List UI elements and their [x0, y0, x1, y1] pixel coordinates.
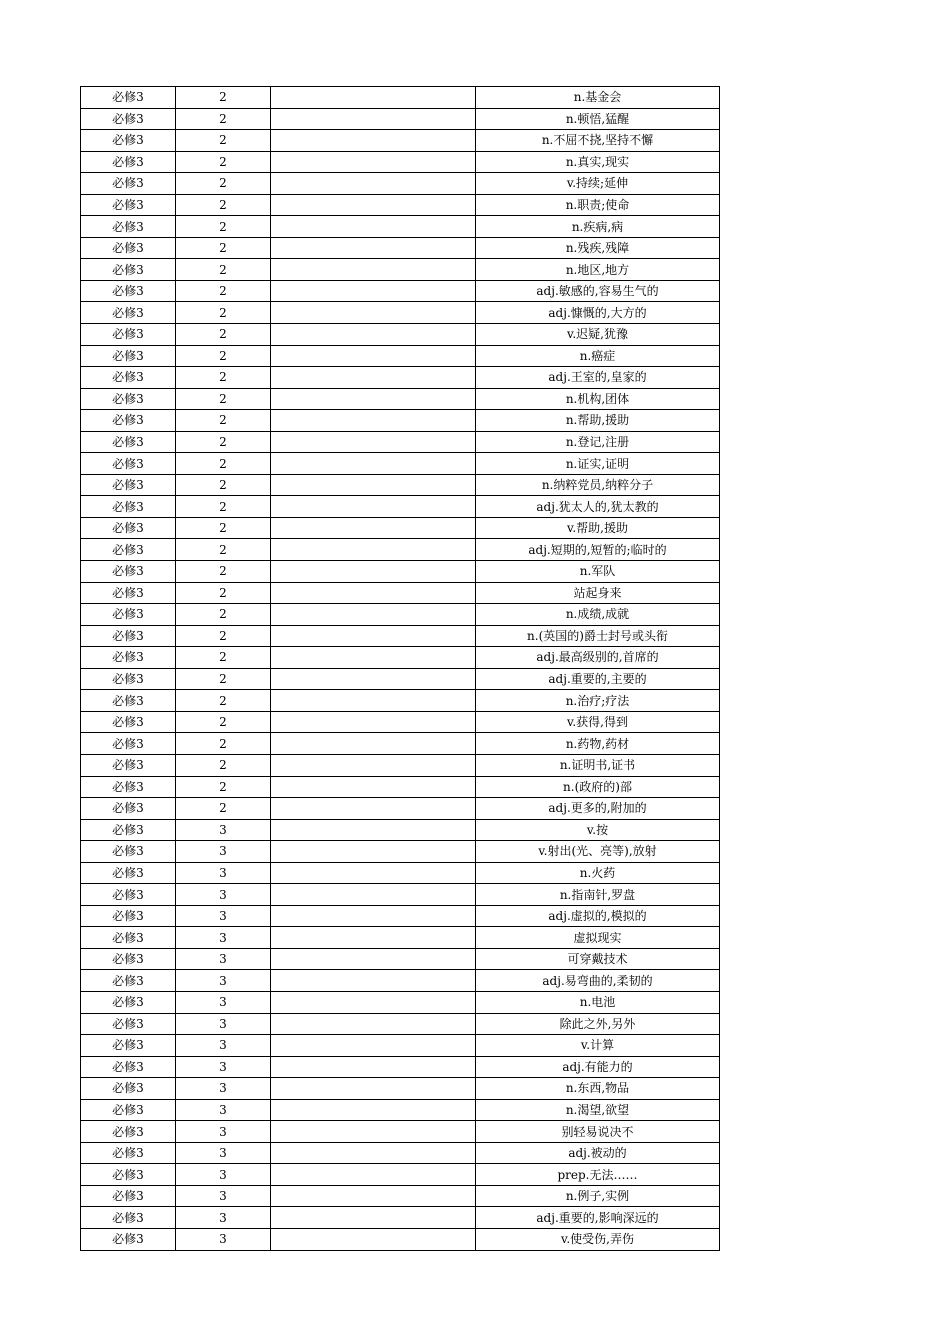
book-cell[interactable]: 必修3 — [81, 539, 176, 561]
meaning-cell[interactable]: adj.最高级别的,首席的 — [476, 647, 720, 669]
word-cell[interactable] — [271, 130, 476, 152]
book-cell[interactable]: 必修3 — [81, 604, 176, 626]
table-row — [81, 410, 720, 432]
meaning-cell[interactable]: n.证实,证明 — [476, 453, 720, 475]
table-row — [81, 1121, 720, 1143]
table-row — [81, 991, 720, 1013]
unit-cell[interactable]: 3 — [176, 841, 271, 863]
meaning-cell[interactable]: adj.慷慨的,大方的 — [476, 302, 720, 324]
word-cell[interactable] — [271, 173, 476, 195]
word-cell[interactable] — [271, 1142, 476, 1164]
table-row — [81, 194, 720, 216]
book-cell[interactable]: 必修3 — [81, 582, 176, 604]
word-cell[interactable] — [271, 862, 476, 884]
unit-cell[interactable]: 2 — [176, 345, 271, 367]
book-cell[interactable]: 必修3 — [81, 927, 176, 949]
word-cell[interactable] — [271, 690, 476, 712]
unit-cell[interactable]: 3 — [176, 948, 271, 970]
word-cell[interactable] — [271, 991, 476, 1013]
unit-cell[interactable]: 2 — [176, 582, 271, 604]
table-row — [81, 927, 720, 949]
unit-cell[interactable]: 2 — [176, 431, 271, 453]
table-row — [81, 367, 720, 389]
book-cell[interactable]: 必修3 — [81, 130, 176, 152]
meaning-cell[interactable]: n.例子,实例 — [476, 1185, 720, 1207]
table-row — [81, 690, 720, 712]
word-cell[interactable] — [271, 367, 476, 389]
book-cell[interactable]: 必修3 — [81, 733, 176, 755]
meaning-cell[interactable]: n.职责;使命 — [476, 194, 720, 216]
word-cell[interactable] — [271, 1164, 476, 1186]
unit-cell[interactable]: 2 — [176, 647, 271, 669]
book-cell[interactable]: 必修3 — [81, 280, 176, 302]
meaning-cell[interactable]: n.指南针,罗盘 — [476, 884, 720, 906]
book-cell[interactable]: 必修3 — [81, 302, 176, 324]
meaning-cell[interactable]: n.渴望,欲望 — [476, 1099, 720, 1121]
unit-cell[interactable]: 3 — [176, 1142, 271, 1164]
book-cell[interactable]: 必修3 — [81, 884, 176, 906]
unit-cell[interactable]: 3 — [176, 991, 271, 1013]
table-row — [81, 1164, 720, 1186]
table-row — [81, 302, 720, 324]
meaning-cell[interactable]: adj.短期的,短暂的;临时的 — [476, 539, 720, 561]
unit-cell[interactable]: 2 — [176, 173, 271, 195]
unit-cell[interactable]: 2 — [176, 539, 271, 561]
book-cell[interactable]: 必修3 — [81, 905, 176, 927]
meaning-cell[interactable]: v.射出(光、亮等),放射 — [476, 841, 720, 863]
book-cell[interactable]: 必修3 — [81, 798, 176, 820]
vocabulary-table — [80, 86, 720, 1251]
meaning-cell[interactable]: adj.有能力的 — [476, 1056, 720, 1078]
book-cell[interactable]: 必修3 — [81, 496, 176, 518]
table-row — [81, 87, 720, 109]
unit-cell[interactable]: 2 — [176, 776, 271, 798]
table-row — [81, 625, 720, 647]
table-row — [81, 754, 720, 776]
unit-cell[interactable]: 2 — [176, 561, 271, 583]
word-cell[interactable] — [271, 1013, 476, 1035]
unit-cell[interactable]: 2 — [176, 474, 271, 496]
unit-cell[interactable]: 3 — [176, 819, 271, 841]
table-row — [81, 496, 720, 518]
word-cell[interactable] — [271, 754, 476, 776]
meaning-cell[interactable]: n.成绩,成就 — [476, 604, 720, 626]
word-cell[interactable] — [271, 927, 476, 949]
table-row — [81, 668, 720, 690]
table-row — [81, 1056, 720, 1078]
table-row — [81, 647, 720, 669]
book-cell[interactable]: 必修3 — [81, 754, 176, 776]
word-cell[interactable] — [271, 905, 476, 927]
book-cell[interactable]: 必修3 — [81, 324, 176, 346]
unit-cell[interactable]: 3 — [176, 1121, 271, 1143]
meaning-cell[interactable]: v.计算 — [476, 1035, 720, 1057]
book-cell[interactable]: 必修3 — [81, 561, 176, 583]
book-cell[interactable]: 必修3 — [81, 237, 176, 259]
table-row — [81, 259, 720, 281]
unit-cell[interactable]: 3 — [176, 905, 271, 927]
word-cell[interactable] — [271, 280, 476, 302]
unit-cell[interactable]: 2 — [176, 604, 271, 626]
book-cell[interactable]: 必修3 — [81, 647, 176, 669]
book-cell[interactable]: 必修3 — [81, 668, 176, 690]
unit-cell[interactable]: 2 — [176, 302, 271, 324]
word-cell[interactable] — [271, 1035, 476, 1057]
unit-cell[interactable]: 3 — [176, 884, 271, 906]
book-cell[interactable]: 必修3 — [81, 1035, 176, 1057]
word-cell[interactable] — [271, 1228, 476, 1250]
unit-cell[interactable]: 2 — [176, 798, 271, 820]
book-cell[interactable]: 必修3 — [81, 453, 176, 475]
book-cell[interactable]: 必修3 — [81, 173, 176, 195]
meaning-cell[interactable]: n.(英国的)爵士封号或头衔 — [476, 625, 720, 647]
unit-cell[interactable]: 3 — [176, 1078, 271, 1100]
word-cell[interactable] — [271, 647, 476, 669]
word-cell[interactable] — [271, 108, 476, 130]
meaning-cell[interactable]: v.持续;延伸 — [476, 173, 720, 195]
meaning-cell[interactable]: v.帮助,援助 — [476, 517, 720, 539]
unit-cell[interactable]: 3 — [176, 1228, 271, 1250]
table-row — [81, 819, 720, 841]
meaning-cell[interactable]: n.不屈不挠,坚持不懈 — [476, 130, 720, 152]
unit-cell[interactable]: 2 — [176, 711, 271, 733]
word-cell[interactable] — [271, 87, 476, 109]
book-cell[interactable]: 必修3 — [81, 819, 176, 841]
word-cell[interactable] — [271, 496, 476, 518]
table-row — [81, 1142, 720, 1164]
meaning-cell[interactable]: v.使受伤,弄伤 — [476, 1228, 720, 1250]
unit-cell[interactable]: 2 — [176, 259, 271, 281]
table-row — [81, 1099, 720, 1121]
book-cell[interactable]: 必修3 — [81, 474, 176, 496]
unit-cell[interactable]: 2 — [176, 194, 271, 216]
book-cell[interactable]: 必修3 — [81, 1013, 176, 1035]
meaning-cell[interactable]: n.治疗;疗法 — [476, 690, 720, 712]
table-row — [81, 474, 720, 496]
unit-cell[interactable]: 2 — [176, 151, 271, 173]
word-cell[interactable] — [271, 410, 476, 432]
book-cell[interactable]: 必修3 — [81, 1185, 176, 1207]
book-cell[interactable]: 必修3 — [81, 1056, 176, 1078]
table-row — [81, 324, 720, 346]
meaning-cell[interactable]: n.真实,现实 — [476, 151, 720, 173]
table-row — [81, 237, 720, 259]
book-cell[interactable]: 必修3 — [81, 410, 176, 432]
table-row — [81, 388, 720, 410]
table-row — [81, 561, 720, 583]
unit-cell[interactable]: 2 — [176, 690, 271, 712]
table-row — [81, 151, 720, 173]
unit-cell[interactable]: 2 — [176, 280, 271, 302]
meaning-cell[interactable]: n.帮助,援助 — [476, 410, 720, 432]
book-cell[interactable]: 必修3 — [81, 991, 176, 1013]
meaning-cell[interactable]: n.登记,注册 — [476, 431, 720, 453]
table-row — [81, 216, 720, 238]
book-cell[interactable]: 必修3 — [81, 1164, 176, 1186]
book-cell[interactable]: 必修3 — [81, 1207, 176, 1229]
table-row — [81, 841, 720, 863]
book-cell[interactable]: 必修3 — [81, 431, 176, 453]
unit-cell[interactable]: 2 — [176, 410, 271, 432]
table-row — [81, 733, 720, 755]
unit-cell[interactable]: 2 — [176, 733, 271, 755]
word-cell[interactable] — [271, 302, 476, 324]
book-cell[interactable]: 必修3 — [81, 345, 176, 367]
table-row — [81, 280, 720, 302]
word-cell[interactable] — [271, 474, 476, 496]
unit-cell[interactable]: 2 — [176, 108, 271, 130]
book-cell[interactable]: 必修3 — [81, 108, 176, 130]
word-cell[interactable] — [271, 819, 476, 841]
word-cell[interactable] — [271, 798, 476, 820]
meaning-cell[interactable]: 站起身来 — [476, 582, 720, 604]
book-cell[interactable]: 必修3 — [81, 388, 176, 410]
book-cell[interactable]: 必修3 — [81, 194, 176, 216]
word-cell[interactable] — [271, 1185, 476, 1207]
word-cell[interactable] — [271, 151, 476, 173]
book-cell[interactable]: 必修3 — [81, 517, 176, 539]
table-row — [81, 711, 720, 733]
book-cell[interactable]: 必修3 — [81, 1099, 176, 1121]
table-row — [81, 1035, 720, 1057]
book-cell[interactable]: 必修3 — [81, 1142, 176, 1164]
table-row — [81, 539, 720, 561]
book-cell[interactable]: 必修3 — [81, 776, 176, 798]
book-cell[interactable]: 必修3 — [81, 1078, 176, 1100]
meaning-cell[interactable]: n.东西,物品 — [476, 1078, 720, 1100]
book-cell[interactable]: 必修3 — [81, 1121, 176, 1143]
table-row — [81, 173, 720, 195]
word-cell[interactable] — [271, 216, 476, 238]
book-cell[interactable]: 必修3 — [81, 841, 176, 863]
unit-cell[interactable]: 2 — [176, 517, 271, 539]
word-cell[interactable] — [271, 324, 476, 346]
unit-cell[interactable]: 2 — [176, 496, 271, 518]
meaning-cell[interactable]: adj.更多的,附加的 — [476, 798, 720, 820]
word-cell[interactable] — [271, 776, 476, 798]
word-cell[interactable] — [271, 668, 476, 690]
unit-cell[interactable]: 3 — [176, 1207, 271, 1229]
table-row — [81, 905, 720, 927]
table-row — [81, 862, 720, 884]
unit-cell[interactable]: 2 — [176, 754, 271, 776]
word-cell[interactable] — [271, 517, 476, 539]
word-cell[interactable] — [271, 1078, 476, 1100]
meaning-cell[interactable]: n.电池 — [476, 991, 720, 1013]
table-row — [81, 1185, 720, 1207]
word-cell[interactable] — [271, 733, 476, 755]
unit-cell[interactable]: 2 — [176, 324, 271, 346]
unit-cell[interactable]: 2 — [176, 216, 271, 238]
word-cell[interactable] — [271, 582, 476, 604]
book-cell[interactable]: 必修3 — [81, 625, 176, 647]
table-row — [81, 948, 720, 970]
unit-cell[interactable]: 3 — [176, 1056, 271, 1078]
word-cell[interactable] — [271, 625, 476, 647]
word-cell[interactable] — [271, 194, 476, 216]
meaning-cell[interactable]: v.获得,得到 — [476, 711, 720, 733]
word-cell[interactable] — [271, 453, 476, 475]
word-cell[interactable] — [271, 431, 476, 453]
table-row — [81, 1013, 720, 1035]
book-cell[interactable]: 必修3 — [81, 216, 176, 238]
meaning-cell[interactable]: adj.虚拟的,模拟的 — [476, 905, 720, 927]
meaning-cell[interactable]: prep.无法…… — [476, 1164, 720, 1186]
meaning-cell[interactable]: n.机构,团体 — [476, 388, 720, 410]
word-cell[interactable] — [271, 884, 476, 906]
word-cell[interactable] — [271, 970, 476, 992]
book-cell[interactable]: 必修3 — [81, 1228, 176, 1250]
unit-cell[interactable]: 3 — [176, 862, 271, 884]
book-cell[interactable]: 必修3 — [81, 970, 176, 992]
table-row — [81, 1078, 720, 1100]
meaning-cell[interactable]: n.顿悟,猛醒 — [476, 108, 720, 130]
word-cell[interactable] — [271, 259, 476, 281]
meaning-cell[interactable]: n.残疾,残障 — [476, 237, 720, 259]
meaning-cell[interactable]: 可穿戴技术 — [476, 948, 720, 970]
unit-cell[interactable]: 3 — [176, 970, 271, 992]
table-row — [81, 582, 720, 604]
meaning-cell[interactable]: adj.重要的,影响深远的 — [476, 1207, 720, 1229]
unit-cell[interactable]: 2 — [176, 87, 271, 109]
table-row — [81, 776, 720, 798]
meaning-cell[interactable]: n.纳粹党员,纳粹分子 — [476, 474, 720, 496]
word-cell[interactable] — [271, 711, 476, 733]
unit-cell[interactable]: 3 — [176, 1099, 271, 1121]
meaning-cell[interactable]: 除此之外,另外 — [476, 1013, 720, 1035]
book-cell[interactable]: 必修3 — [81, 151, 176, 173]
word-cell[interactable] — [271, 237, 476, 259]
unit-cell[interactable]: 2 — [176, 453, 271, 475]
table-row — [81, 798, 720, 820]
book-cell[interactable]: 必修3 — [81, 690, 176, 712]
unit-cell[interactable]: 3 — [176, 1185, 271, 1207]
unit-cell[interactable]: 2 — [176, 668, 271, 690]
unit-cell[interactable]: 2 — [176, 388, 271, 410]
meaning-cell[interactable]: 虚拟现实 — [476, 927, 720, 949]
book-cell[interactable]: 必修3 — [81, 87, 176, 109]
table-row — [81, 453, 720, 475]
word-cell[interactable] — [271, 388, 476, 410]
table-row — [81, 604, 720, 626]
meaning-cell[interactable]: n.药物,药材 — [476, 733, 720, 755]
table-row — [81, 345, 720, 367]
book-cell[interactable]: 必修3 — [81, 948, 176, 970]
meaning-cell[interactable]: v.迟疑,犹豫 — [476, 324, 720, 346]
meaning-cell[interactable]: 别轻易说决不 — [476, 1121, 720, 1143]
book-cell[interactable]: 必修3 — [81, 711, 176, 733]
meaning-cell[interactable]: n.证明书,证书 — [476, 754, 720, 776]
word-cell[interactable] — [271, 841, 476, 863]
unit-cell[interactable]: 2 — [176, 130, 271, 152]
meaning-cell[interactable]: adj.易弯曲的,柔韧的 — [476, 970, 720, 992]
table-row — [81, 1228, 720, 1250]
meaning-cell[interactable]: adj.重要的,主要的 — [476, 668, 720, 690]
word-cell[interactable] — [271, 948, 476, 970]
unit-cell[interactable]: 3 — [176, 927, 271, 949]
table-row — [81, 130, 720, 152]
meaning-cell[interactable]: n.基金会 — [476, 87, 720, 109]
word-cell[interactable] — [271, 561, 476, 583]
unit-cell[interactable]: 3 — [176, 1013, 271, 1035]
book-cell[interactable]: 必修3 — [81, 367, 176, 389]
unit-cell[interactable]: 2 — [176, 367, 271, 389]
word-cell[interactable] — [271, 1207, 476, 1229]
meaning-cell[interactable]: n.(政府的)部 — [476, 776, 720, 798]
table-row — [81, 517, 720, 539]
unit-cell[interactable]: 2 — [176, 237, 271, 259]
word-cell[interactable] — [271, 604, 476, 626]
unit-cell[interactable]: 3 — [176, 1035, 271, 1057]
table-row — [81, 431, 720, 453]
meaning-cell[interactable]: n.地区,地方 — [476, 259, 720, 281]
word-cell[interactable] — [271, 1056, 476, 1078]
meaning-cell[interactable]: v.按 — [476, 819, 720, 841]
meaning-cell[interactable]: adj.犹太人的,犹太教的 — [476, 496, 720, 518]
unit-cell[interactable]: 3 — [176, 1164, 271, 1186]
meaning-cell[interactable]: n.疾病,病 — [476, 216, 720, 238]
meaning-cell[interactable]: adj.王室的,皇家的 — [476, 367, 720, 389]
table-row — [81, 884, 720, 906]
word-cell[interactable] — [271, 1099, 476, 1121]
word-cell[interactable] — [271, 1121, 476, 1143]
meaning-cell[interactable]: n.癌症 — [476, 345, 720, 367]
book-cell[interactable]: 必修3 — [81, 862, 176, 884]
meaning-cell[interactable]: n.军队 — [476, 561, 720, 583]
table-row — [81, 108, 720, 130]
meaning-cell[interactable]: adj.敏感的,容易生气的 — [476, 280, 720, 302]
word-cell[interactable] — [271, 539, 476, 561]
meaning-cell[interactable]: adj.被动的 — [476, 1142, 720, 1164]
table-row — [81, 970, 720, 992]
word-cell[interactable] — [271, 345, 476, 367]
book-cell[interactable]: 必修3 — [81, 259, 176, 281]
unit-cell[interactable]: 2 — [176, 625, 271, 647]
meaning-cell[interactable]: n.火药 — [476, 862, 720, 884]
table-row — [81, 1207, 720, 1229]
